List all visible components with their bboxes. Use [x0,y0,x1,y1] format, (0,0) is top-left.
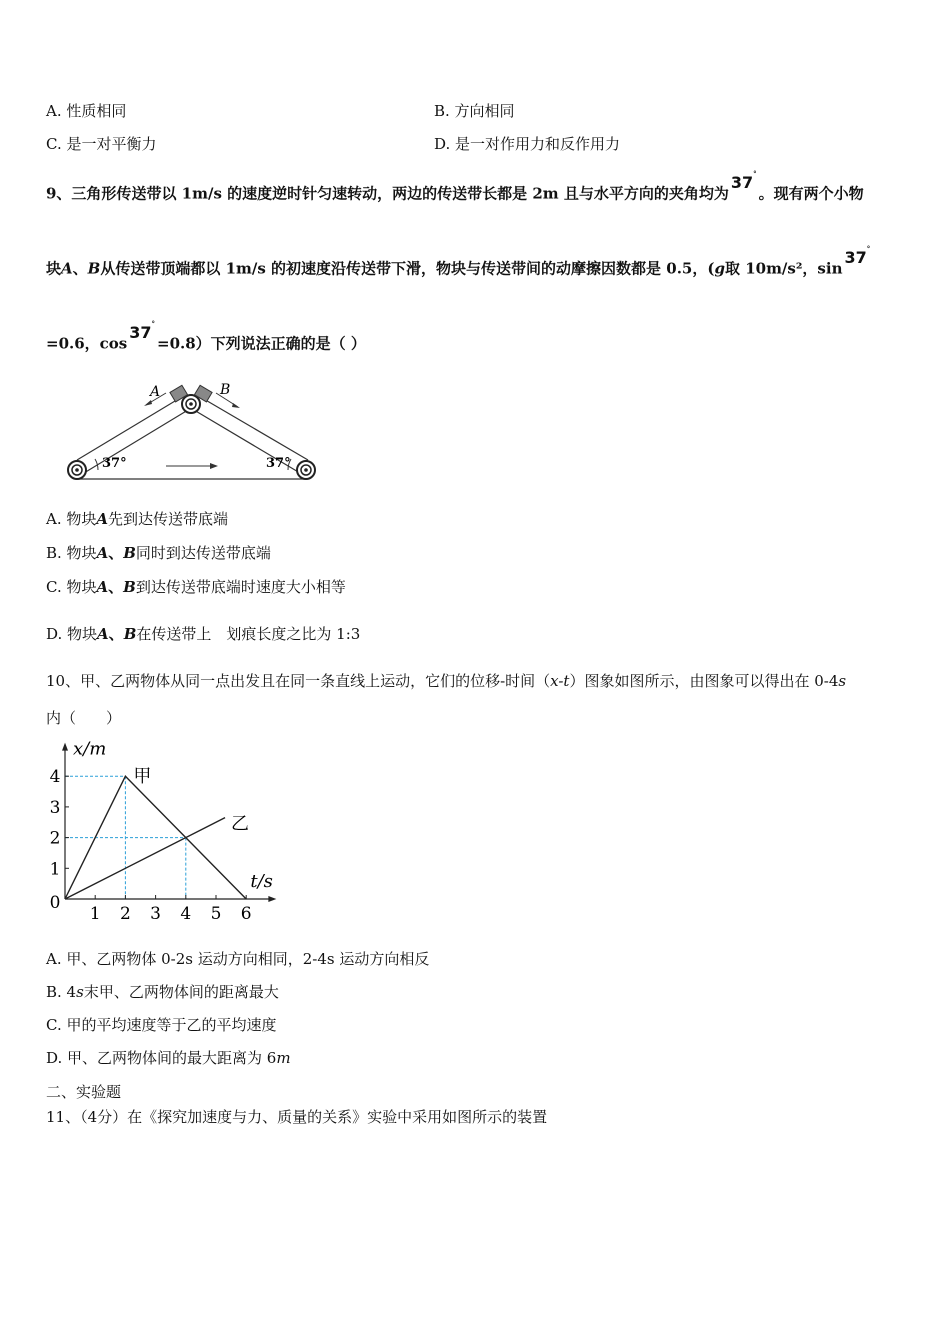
belt-right-upper [197,395,308,460]
angle-37: 37° [730,170,757,193]
q10-option-a: A. 甲、乙两物体 0-2s 运动方向相同，2-4s 运动方向相反 [46,950,430,968]
q8-option-c: C. 是一对平衡力 [46,135,157,153]
q8-option-b: B. 方向相同 [434,102,515,120]
q9-option-a: A. 物块A先到达传送带底端 [46,510,229,528]
angle-label-right: 37° [266,456,291,471]
q9-option-b: B. 物块A、B同时到达传送带底端 [46,544,271,562]
q11-stem: 11、（4分）在《探究加速度与力、质量的关系》实验中采用如图所示的装置 [46,1108,548,1126]
q9-stem-line3: =0.6，cos37°=0.8）下列说法正确的是（ ） [46,320,366,353]
q9-option-c: C. 物块A、B到达传送带底端时速度大小相等 [46,578,346,596]
y-axis-label: x/m [73,738,107,760]
xt-chart [40,738,300,928]
y-tick-label: 2 [49,828,61,849]
q8-option-d: D. 是一对作用力和反作用力 [434,135,621,153]
series-label: 甲 [133,766,152,788]
label-b: B [220,382,231,398]
y-axis-arrow [62,743,68,751]
angle-label-left: 37° [102,456,127,471]
x-tick-label: 1 [89,904,101,924]
q9-stem-line1: 9、三角形传送带以 1m/s 的速度逆时针匀速转动，两边的传送带长都是 2m 且与水平方向的夹角均为37°。现有两个小物 [46,170,864,203]
q10-stem-line2: 内（ ） [46,709,122,727]
q9-stem-line2: 块A、B从传送带顶端都以 1m/s 的初速度沿传送带下滑，物块与传送带间的动摩擦因数都是 0.5，(g取 10m/s²，sin37° [46,245,871,278]
section-title: 二、实验题 [46,1083,122,1101]
conveyor-belt-figure [60,372,330,487]
pulley-right [297,461,315,479]
angle-arc-left [95,459,98,470]
q10-option-b: B. 4s末甲、乙两物体间的距离最大 [46,983,279,1001]
x-axis-label: t/s [250,871,273,892]
angle-37: 37° [844,245,871,268]
y-tick-label: 1 [49,859,61,880]
q9-option-d: D. 物块A、B在传送带上 划痕长度之比为 1:3 [46,625,361,643]
q10-option-c: C. 甲的平均速度等于乙的平均速度 [46,1016,277,1034]
origin-label: 0 [49,893,61,913]
series-line-yi [65,818,225,899]
x-tick-label: 6 [240,904,252,924]
belt-left-lower [84,410,188,473]
y-tick-label: 3 [49,797,61,818]
pulley-top [182,395,200,413]
x-tick-label: 4 [180,904,192,924]
q10-stem-line1: 10、甲、乙两物体从同一点出发且在同一条直线上运动，它们的位移-时间（x-t）图象如图所示，由图象可以得出在 0-4s [46,672,847,690]
series-label: 乙 [231,813,250,835]
q8-option-a: A. 性质相同 [46,102,127,120]
chart-guides [65,776,186,899]
x-tick-label: 2 [119,904,131,924]
pulley-left [68,461,86,479]
chart-labels [50,739,273,924]
label-a: A [150,384,161,400]
belt-left-upper [77,395,185,460]
q10-option-d: D. 甲、乙两物体间的最大距离为 6m [46,1049,291,1067]
x-tick-label: 5 [210,904,222,924]
angle-37: 37° [129,320,156,343]
y-tick-label: 4 [49,767,61,788]
x-axis-arrow [268,896,276,902]
x-tick-label: 3 [150,904,162,924]
